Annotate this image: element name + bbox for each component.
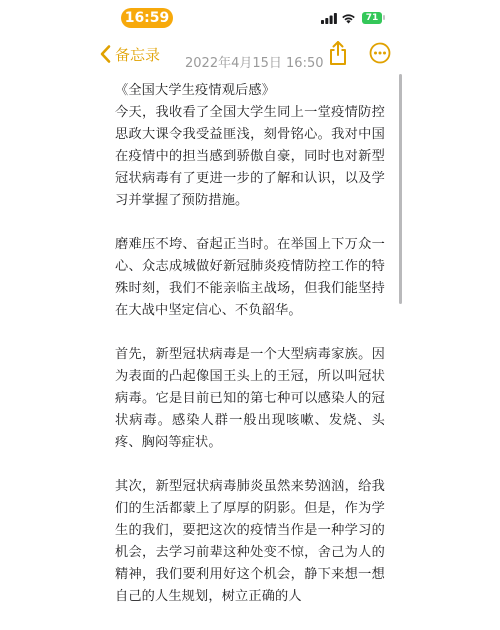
chevron-left-icon <box>100 45 111 63</box>
note-date-text: 2022年4月15日 16:50 <box>185 56 324 71</box>
battery-indicator: 71 <box>362 12 382 24</box>
back-label: 备忘录 <box>115 45 161 64</box>
note-body[interactable] <box>115 80 385 630</box>
note-title: 《全国大学生疫情观后感》 <box>115 83 276 98</box>
back-button[interactable] <box>100 42 160 66</box>
share-icon[interactable] <box>327 40 349 66</box>
note-paragraph: 首先，新型冠状病毒是一个大型病毒家族。因为表面的凸起像国王头上的王冠，所以叫冠状病毒。它是目前已知的第七种可以感染人的冠状病毒。感染人群一般出现咳嗽、发烧、头疼、胸闷等症状。 <box>115 347 385 450</box>
note-paragraph: 今天，我收看了全国大学生同上一堂疫情防控思政大课令我受益匪浅，刻骨铭心。我对中国在疫情中的担当感到骄傲自豪，同时也对新型冠状病毒有了更进一步的了解和认识，以及学习并掌握了预防措施。 <box>115 105 385 208</box>
status-time: 16:59 <box>121 8 173 28</box>
battery-tip <box>383 15 385 20</box>
status-bar <box>0 0 500 34</box>
cellular-signal-icon <box>321 13 337 24</box>
wifi-icon <box>341 12 356 24</box>
note-paragraph: 磨难压不垮、奋起正当时。在举国上下万众一心、众志成城做好新冠肺炎疫情防控工作的特殊时刻，我们不能亲临主战场，但我们能坚持在大战中坚定信心、不负韶华。 <box>115 237 385 318</box>
note-paragraph: 其次，新型冠状病毒肺炎虽然来势汹汹，给我们的生活都蒙上了厚厚的阴影。但是，作为学生的我们，要把这次的疫情当作是一种学习的机会，去学习前辈这种处变不惊，舍己为人的精神，我们要利用好这个机会，静下来想一想自己的人生规划，树立正确的人 <box>115 479 385 604</box>
more-icon[interactable] <box>369 42 391 64</box>
scrollbar[interactable] <box>399 74 402 304</box>
note-date-header <box>185 56 325 76</box>
